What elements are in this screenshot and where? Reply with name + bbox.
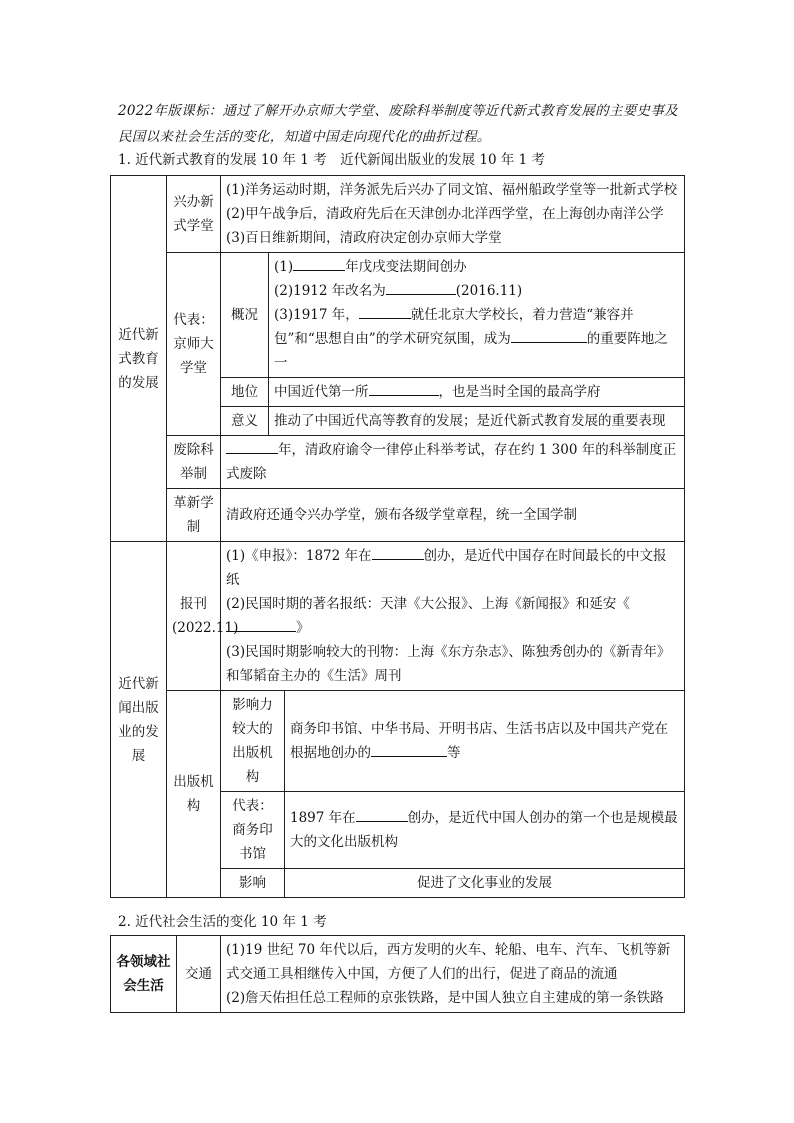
education-label: 近代新式教育的发展	[111, 176, 167, 542]
overview-label: 概况	[221, 253, 269, 378]
fill-blank	[293, 256, 345, 271]
meaning-content: 推动了中国近代高等教育的发展；是近代新式教育发展的重要表现	[269, 407, 685, 436]
fill-blank	[371, 742, 447, 757]
schools-label: 兴办新式学堂	[167, 176, 221, 253]
overview-item: (2)1912 年改名为 (2016.11)	[274, 279, 679, 303]
influential-content: 商务印书馆、中华书局、开明书店、生活书店以及中国共产党在根据地创办的 等	[285, 691, 685, 792]
publishing-label: 近代新闻出版业的发展	[111, 542, 167, 898]
transport-item: (2)詹天佑担任总工程师的京张铁路，是中国人独立自主建成的第一条铁路	[226, 990, 664, 1006]
publisher-rep-content: 1897 年在 创办，是近代中国人创办的第一个也是规模最大的文化出版机构	[285, 792, 685, 869]
transport-content	[221, 936, 685, 1013]
rep-label: 代表：京师大学堂	[167, 253, 221, 436]
impact-label: 影响	[221, 869, 285, 898]
education-publishing-table	[110, 175, 685, 898]
overview-content	[269, 253, 685, 378]
fill-blank	[511, 328, 587, 343]
newspapers-item: (2)民国时期的著名报纸：天津《大公报》、上海《新闻报》和延安《》	[226, 596, 630, 636]
schools-item: (2)甲午战争后，清政府先后在天津创办北洋西学堂，在上海创办南洋公学	[226, 206, 664, 222]
fill-blank	[369, 381, 439, 396]
meaning-label: 意义	[221, 407, 269, 436]
newspapers-label: 报刊(2022.11)	[167, 542, 221, 691]
publishers-label: 出版机构	[167, 691, 221, 898]
abolish-content: 年，清政府谕令一律停止科举考试，存在约 1 300 年的科举制度正式废除	[221, 436, 685, 489]
impact-content: 促进了文化事业的发展	[285, 869, 685, 898]
fill-blank	[356, 807, 408, 822]
fill-blank	[359, 304, 411, 319]
reform-label: 革新学制	[167, 489, 221, 542]
newspapers-item: (3)民国时期影响较大的刊物：上海《东方杂志》、陈独秀创办的《新青年》和邹韬奋主办的《生活》周刊	[226, 644, 671, 684]
curriculum-standard-intro: 2022年版课标：通过了解开办京师大学堂、废除科举制度等近代新式教育发展的主要史事及民国以来社会生活的变化，知道中国走向现代化的曲折过程。	[118, 103, 678, 145]
fill-blank	[226, 439, 278, 454]
abolish-label: 废除科举制	[167, 436, 221, 489]
overview-item: (3)1917 年， 就任北京大学校长，着力营造“兼容并包”和“思想自由”的学术研究氛围，成为 的重要阵地之一	[274, 303, 679, 375]
publisher-rep-label: 代表：商务印书馆	[221, 792, 285, 869]
newspapers-item: (1)《申报》：1872 年在 创办，是近代中国存在时间最长的中文报纸	[226, 544, 679, 592]
transport-label: 交通	[177, 936, 221, 1013]
schools-item: (3)百日维新期间，清政府决定创办京师大学堂	[226, 230, 502, 246]
fill-blank	[226, 617, 296, 632]
schools-item: (1)洋务运动时期，洋务派先后兴办了同文馆、福州船政学堂等一批新式学校	[226, 182, 678, 198]
fill-blank	[372, 545, 424, 560]
section-2-title: 2. 近代社会生活的变化 10 年 1 考	[118, 914, 327, 930]
fill-blank	[386, 280, 456, 295]
section-1-title: 1. 近代新式教育的发展 10 年 1 考 近代新闻出版业的发展 10 年 1 考	[118, 152, 546, 168]
newspapers-content	[221, 542, 685, 691]
social-life-table	[110, 935, 685, 1013]
reform-content: 清政府还通令兴办学堂，颁布各级学堂章程，统一全国学制	[221, 489, 685, 542]
social-label: 各领域社会生活	[111, 936, 177, 1013]
influential-label: 影响力较大的出版机构	[221, 691, 285, 792]
schools-content	[221, 176, 685, 253]
overview-item: (1) 年戊戌变法期间创办	[274, 255, 679, 279]
position-content: 中国近代第一所 ，也是当时全国的最高学府	[269, 378, 685, 407]
transport-item: (1)19 世纪 70 年代以后，西方发明的火车、轮船、电车、汽车、飞机等新式交通工具相继传入中国，方便了人们的出行，促进了商品的流通	[226, 942, 671, 982]
position-label: 地位	[221, 378, 269, 407]
